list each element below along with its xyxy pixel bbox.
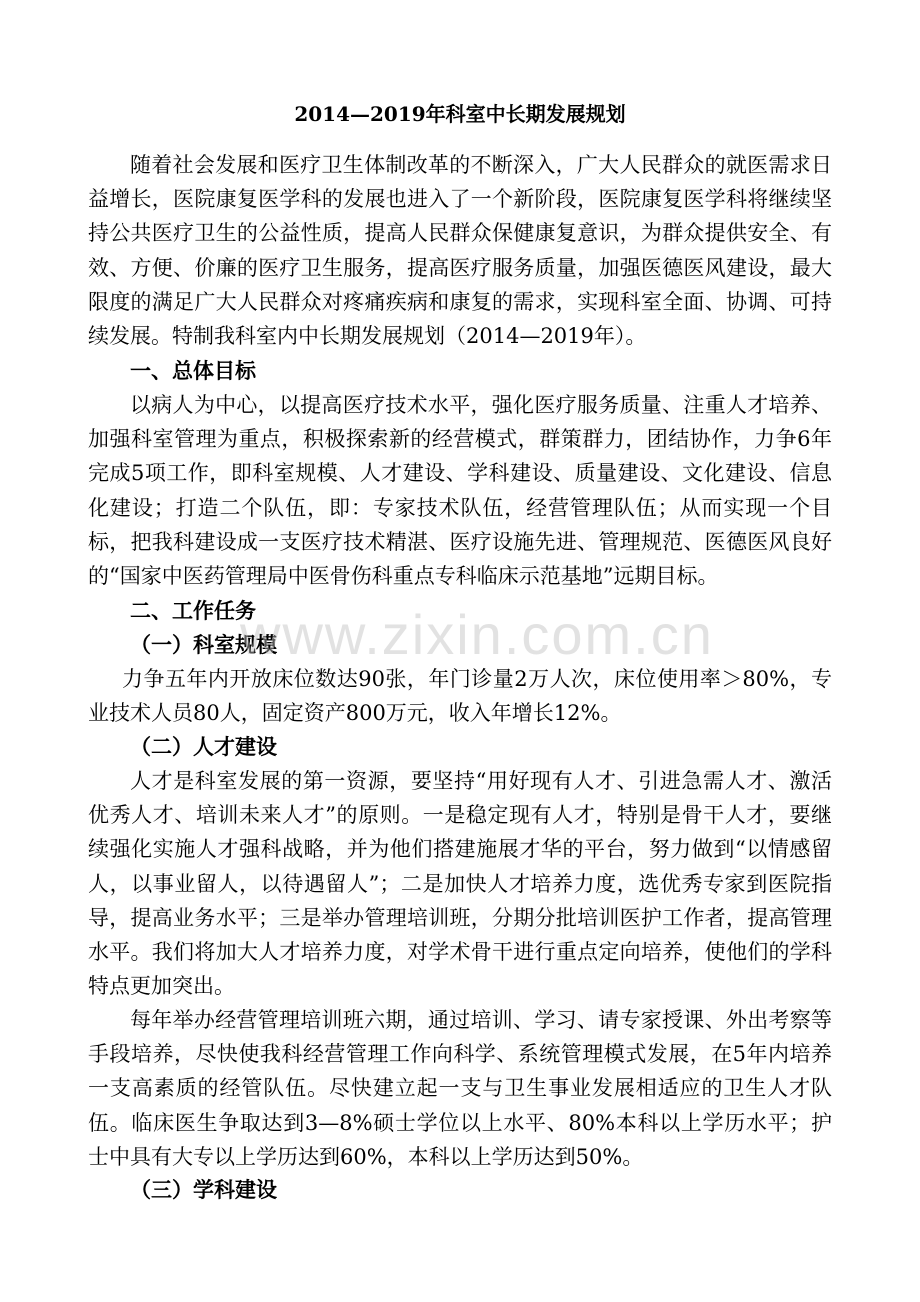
talent-paragraph-1: 人才是科室发展的第一资源，要坚持“用好现有人才、引进急需人才、激活优秀人才、培训未来人才”的原则。一是稳定现有人才，特别是骨干人才，要继续强化实施人才强科战略，并为他们搭建施展才华的平台，努力做到“以情感留人，以事业留人，以待遇留人”；二是加快人才培养力度，选优秀专家到医院指导，提高业务水平；三是举办管理培训班，分期分批培训医护工作者，提高管理水平。我们将加大人才培养力度，对学术骨干进行重点定向培养，使他们的学科特点更加突出。: [88, 769, 832, 999]
subsection-heading-discipline: （三）学科建设: [130, 1177, 277, 1202]
talent-paragraph-2: 每年举办经营管理培训班六期，通过培训、学习、请专家授课、外出考察等手段培养，尽快使我科经营管理工作向科学、系统管理模式发展，在5年内培养一支高素质的经管队伍。尽快建立起一支与卫生事业发展相适应的卫生人才队伍。临床医生争取达到3—8%硕士学位以上水平、80%本科以上学历水平；护士中具有大专以上学历达到60%，本科以上学历达到50%。: [88, 1008, 832, 1169]
intro-paragraph: 随着社会发展和医疗卫生体制改革的不断深入，广大人民群众的就医需求日益增长，医院康复医学科的发展也进入了一个新阶段，医院康复医学科将继续坚持公共医疗卫生的公益性质，提高人民群众保健康复意识，为群众提供安全、有效、方便、价廉的医疗卫生服务，提高医疗服务质量，加强医德医风建设，最大限度的满足广大人民群众对疼痛疾病和康复的需求，实现科室全面、协调、可持续发展。特制我科室内中长期发展规划（2014—2019年）。: [88, 153, 832, 349]
section-heading-tasks: 二、工作任务: [130, 598, 256, 623]
subsection-heading-talent: （二）人才建设: [130, 734, 277, 759]
scale-paragraph: 力争五年内开放床位数达90张，年门诊量2万人次，床位使用率＞80%，专业技术人员80人，固定资产800万元，收入年增长12%。: [88, 667, 832, 726]
document-title: 2014—2019年科室中长期发展规划: [294, 102, 626, 126]
subsection-heading-scale: （一）科室规模: [130, 632, 277, 657]
overall-goal-paragraph: 以病人为中心，以提高医疗技术水平，强化医疗服务质量、注重人才培养、加强科室管理为重点，积极探索新的经营模式，群策群力，团结协作，力争6年完成5项工作，即科室规模、人才建设、学科建设、质量建设、文化建设、信息化建设；打造二个队伍，即：专家技术队伍，经营管理队伍；从而实现一个目标，把我科建设成一支医疗技术精湛、医疗设施先进、管理规范、医德医风良好的“国家中医药管理局中医骨伤科重点专科临床示范基地”远期目标。: [88, 393, 832, 589]
watermark: www.zixin.com.cn: [240, 603, 714, 666]
section-heading-overall-goal: 一、总体目标: [130, 358, 256, 383]
